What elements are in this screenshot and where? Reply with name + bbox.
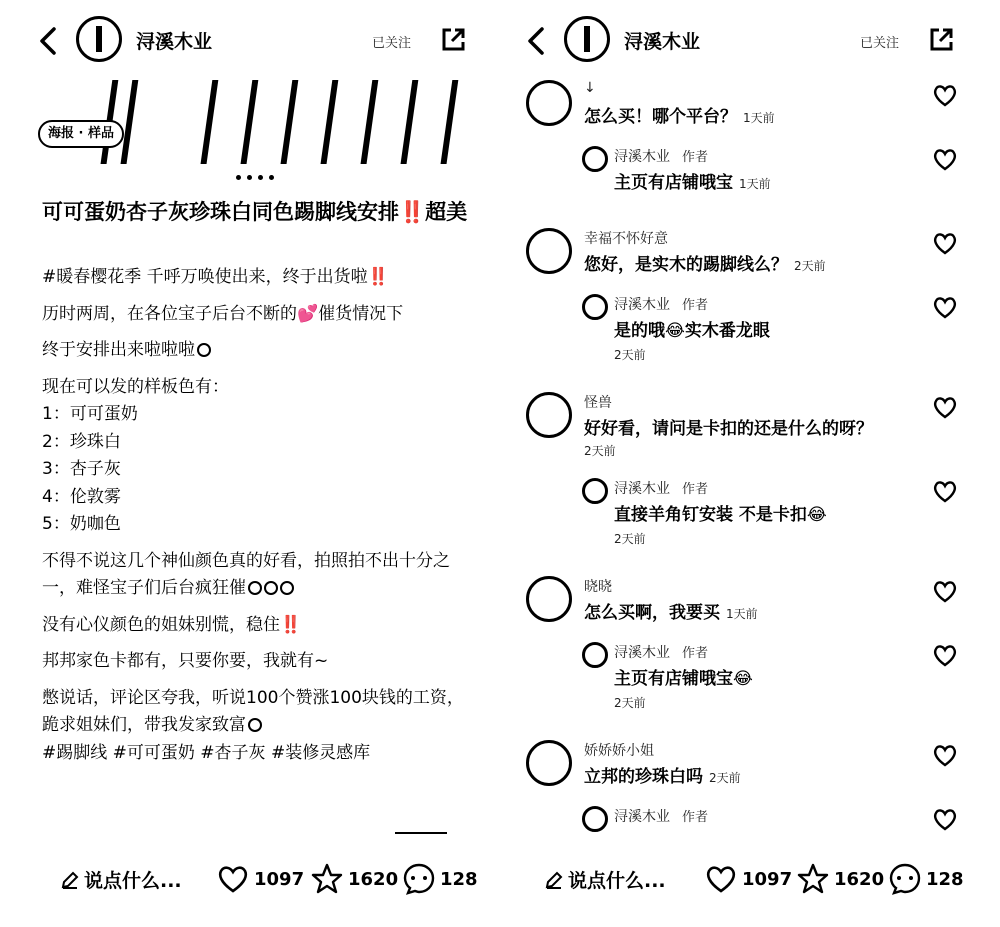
reply-author-name[interactable] bbox=[614, 642, 708, 662]
comment-time: 2天前 bbox=[584, 444, 616, 458]
commenter-avatar[interactable] bbox=[526, 740, 572, 786]
author-name[interactable]: 浔溪木业 bbox=[136, 31, 213, 53]
comment-text[interactable]: 好好看，请问是卡扣的还是什么的呀？ bbox=[584, 419, 873, 439]
comment-bubble-icon bbox=[888, 862, 922, 896]
commenter-avatar[interactable] bbox=[526, 392, 572, 438]
color-item: 2：珍珠白 bbox=[42, 431, 121, 452]
carousel-dot bbox=[269, 175, 274, 180]
color-item: 3：杏子灰 bbox=[42, 459, 121, 479]
heart-icon bbox=[704, 862, 738, 896]
commenter-avatar[interactable] bbox=[526, 80, 572, 126]
reply-time: 1天前 bbox=[739, 177, 771, 191]
reply-name-text: 浔溪木业 bbox=[614, 297, 670, 313]
heart-icon[interactable] bbox=[932, 294, 958, 320]
comment-text-content: 立邦的珍珠白吗 bbox=[584, 767, 703, 787]
commenter-avatar[interactable] bbox=[526, 576, 572, 622]
collect-button[interactable] bbox=[310, 862, 398, 896]
reply-name-text: 浔溪木业 bbox=[614, 149, 670, 165]
heart-icon[interactable] bbox=[932, 742, 958, 768]
like-count: 1097 bbox=[254, 868, 305, 890]
heart-icon bbox=[216, 862, 250, 896]
note-paragraph bbox=[42, 685, 474, 740]
scroll-indicator bbox=[395, 832, 447, 834]
color-item: 5：奶咖色 bbox=[42, 514, 121, 534]
comment-text-content: 怎么买！哪个平台？ bbox=[584, 107, 737, 127]
reply-name-text: 浔溪木业 bbox=[614, 645, 670, 661]
commenter-name[interactable]: 娇娇娇小姐 bbox=[584, 743, 654, 759]
note-paragraph: 没有心仪颜色的姐妹别慌，稳住‼️ bbox=[42, 614, 302, 635]
reply-time: 2天前 bbox=[614, 532, 646, 546]
comment-bubble-icon bbox=[402, 862, 436, 896]
comment-button[interactable] bbox=[888, 862, 964, 896]
heart-icon[interactable] bbox=[932, 478, 958, 504]
note-paragraph: 现在可以发的样板色有： bbox=[42, 376, 229, 397]
note-paragraph-text: 终于安排出来啦啦啦 bbox=[42, 340, 195, 360]
comment-text[interactable] bbox=[584, 598, 758, 623]
star-icon bbox=[796, 862, 830, 896]
color-item: 4：伦敦雾 bbox=[42, 486, 121, 507]
note-header bbox=[510, 16, 1000, 66]
author-reply-avatar[interactable] bbox=[582, 146, 608, 172]
reply-name-text: 浔溪木业 bbox=[614, 481, 670, 497]
comment-time: 2天前 bbox=[709, 771, 741, 785]
note-body bbox=[42, 264, 474, 776]
carousel-dot bbox=[247, 175, 252, 180]
pencil-icon bbox=[544, 870, 564, 890]
heart-icon[interactable] bbox=[932, 642, 958, 668]
note-image[interactable] bbox=[26, 80, 466, 164]
bottom-bar bbox=[0, 852, 490, 908]
comment-input[interactable] bbox=[544, 866, 666, 893]
author-avatar[interactable] bbox=[564, 16, 610, 62]
comment-list bbox=[510, 70, 1000, 845]
image-badge: 海报 · 样品 bbox=[38, 120, 124, 148]
comment-count: 128 bbox=[440, 868, 478, 890]
author-name[interactable]: 浔溪木业 bbox=[624, 31, 701, 53]
author-reply-avatar[interactable] bbox=[582, 294, 608, 320]
note-paragraph: 邦邦家色卡都有，只要你要，我就有~ bbox=[42, 651, 329, 671]
commenter-name[interactable]: 幸福不怀好意 bbox=[584, 231, 668, 247]
comment-placeholder: 说点什么... bbox=[84, 870, 182, 892]
comment-text[interactable] bbox=[584, 102, 775, 127]
author-reply-avatar[interactable] bbox=[582, 642, 608, 668]
author-tag: 作者 bbox=[682, 298, 709, 313]
like-count: 1097 bbox=[742, 868, 793, 890]
star-icon bbox=[310, 862, 344, 896]
color-item: 1：可可蛋奶 bbox=[42, 404, 138, 424]
collect-count: 1620 bbox=[348, 868, 399, 890]
reply-name-text: 浔溪木业 bbox=[614, 809, 670, 825]
commenter-name[interactable]: 晓晓 bbox=[584, 579, 612, 595]
reply-author-name[interactable] bbox=[614, 806, 708, 826]
comment-button[interactable] bbox=[402, 862, 478, 896]
reply-time: 2天前 bbox=[614, 696, 646, 710]
heart-icon[interactable] bbox=[932, 146, 958, 172]
note-paragraph: #暖春樱花季 千呼万唤使出来，终于出货啦‼️ bbox=[42, 267, 389, 287]
reply-time: 2天前 bbox=[614, 348, 646, 362]
comment-text-content: 您好，是实木的踢脚线么？ bbox=[584, 255, 788, 275]
note-panel bbox=[0, 0, 490, 927]
comment-time: 2天前 bbox=[794, 259, 826, 273]
commenter-name[interactable]: 怪兽 bbox=[584, 395, 612, 411]
author-tag: 作者 bbox=[682, 482, 709, 497]
note-header bbox=[0, 16, 490, 66]
laugh-emoji-icon bbox=[280, 581, 294, 595]
note-paragraph-text: 不得不说这几个神仙颜色真的好看，拍照拍不出十分之一，难怪宝子们后台疯狂催 bbox=[42, 550, 450, 598]
reply-author-name[interactable] bbox=[614, 294, 708, 314]
comment-input[interactable] bbox=[60, 866, 182, 893]
commenter-name[interactable]: ↓ bbox=[584, 80, 596, 96]
heart-icon[interactable] bbox=[932, 230, 958, 256]
reply-author-name[interactable] bbox=[614, 478, 708, 498]
author-tag: 作者 bbox=[682, 810, 709, 825]
comment-time: 1天前 bbox=[726, 607, 758, 621]
comment-text-content: 怎么买啊，我要买 bbox=[584, 603, 720, 623]
bottom-bar bbox=[510, 852, 1000, 908]
comment-text[interactable] bbox=[584, 762, 741, 787]
carousel-dot bbox=[236, 175, 241, 180]
note-paragraph bbox=[42, 337, 474, 365]
share-icon[interactable] bbox=[440, 27, 466, 53]
laugh-emoji-icon bbox=[264, 581, 278, 595]
reply-author-name[interactable] bbox=[614, 146, 708, 166]
laugh-emoji-icon bbox=[248, 581, 262, 595]
reply-text[interactable]: 是的哦😂实木番龙眼 bbox=[614, 321, 770, 341]
carousel-dots bbox=[236, 175, 274, 180]
reply-text[interactable]: 直接羊角钉安装 不是卡扣😂 bbox=[614, 505, 827, 525]
heart-icon[interactable] bbox=[932, 394, 958, 420]
comments-panel bbox=[510, 0, 1000, 927]
laugh-emoji-icon bbox=[248, 718, 262, 732]
comment-placeholder: 说点什么... bbox=[568, 870, 666, 892]
note-paragraph bbox=[42, 548, 474, 603]
like-button[interactable] bbox=[216, 862, 304, 896]
pencil-icon bbox=[60, 870, 80, 890]
back-icon[interactable] bbox=[36, 25, 62, 57]
note-title: 可可蛋奶杏子灰珍珠白同色踢脚线安排‼️超美 bbox=[42, 200, 468, 224]
comment-text[interactable] bbox=[584, 250, 826, 275]
collect-button[interactable] bbox=[796, 862, 884, 896]
author-tag: 作者 bbox=[682, 150, 709, 165]
reply-text-content: 主页有店铺哦宝 bbox=[614, 173, 733, 193]
follow-button[interactable]: 已关注 bbox=[372, 36, 412, 51]
author-avatar[interactable] bbox=[76, 16, 122, 62]
follow-button[interactable]: 已关注 bbox=[860, 36, 900, 51]
note-tags[interactable]: #踢脚线 #可可蛋奶 #杏子灰 #装修灵感库 bbox=[42, 742, 371, 763]
share-icon[interactable] bbox=[928, 27, 954, 53]
reply-text[interactable]: 主页有店铺哦宝😂 bbox=[614, 669, 753, 689]
back-icon[interactable] bbox=[524, 25, 550, 57]
reply-text[interactable] bbox=[614, 168, 771, 193]
carousel-dot bbox=[258, 175, 263, 180]
heart-icon[interactable] bbox=[932, 578, 958, 604]
note-paragraph: 历时两周，在各位宝子后台不断的💕催货情况下 bbox=[42, 303, 404, 324]
note-paragraph-text: 憋说话，评论区夸我，听说100个赞涨100块钱的工资，跪求姐妹们，带我发家致富 bbox=[42, 687, 464, 735]
commenter-avatar[interactable] bbox=[526, 228, 572, 274]
author-reply-avatar[interactable] bbox=[582, 478, 608, 504]
like-button[interactable] bbox=[704, 862, 792, 896]
author-reply-avatar[interactable] bbox=[582, 806, 608, 832]
author-tag: 作者 bbox=[682, 646, 709, 661]
heart-icon[interactable] bbox=[932, 806, 958, 832]
laugh-emoji-icon bbox=[197, 343, 211, 357]
comment-time: 1天前 bbox=[743, 111, 775, 125]
collect-count: 1620 bbox=[834, 868, 885, 890]
heart-icon[interactable] bbox=[932, 82, 958, 108]
comment-count: 128 bbox=[926, 868, 964, 890]
